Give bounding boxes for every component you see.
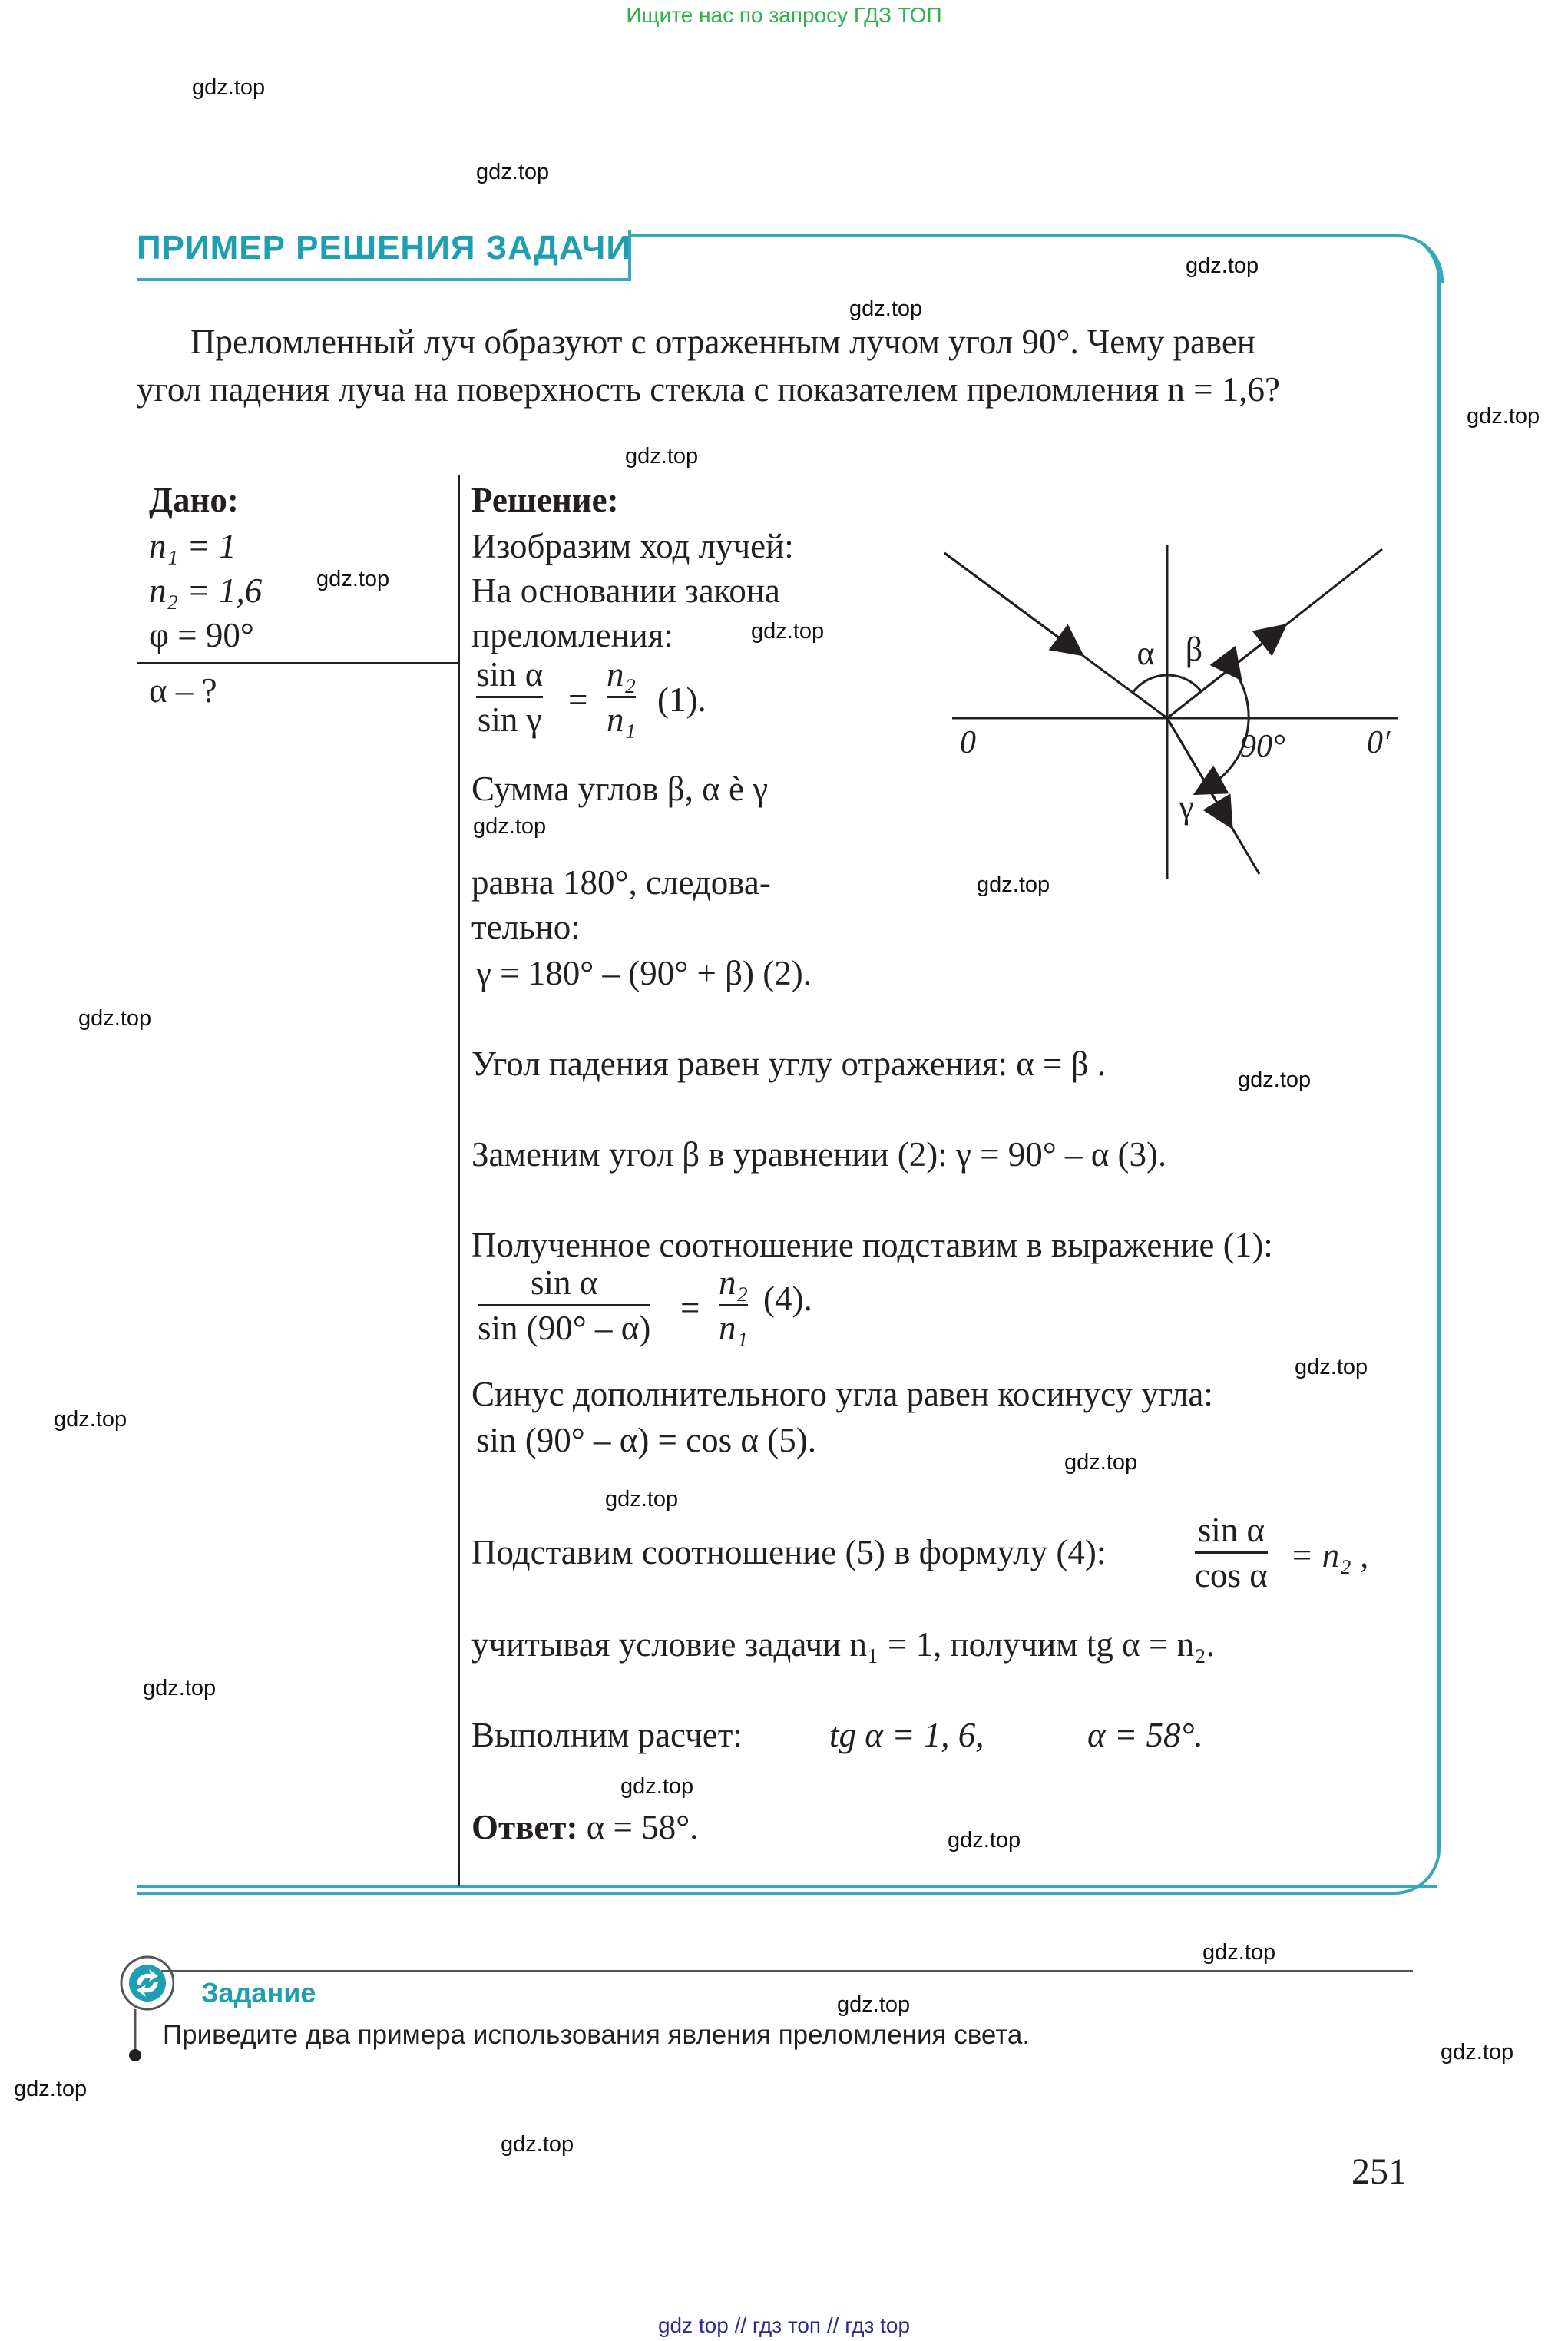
- watermark: gdz.top: [837, 1992, 911, 2017]
- problem-line-2: угол падения луча на поверхность стекла с показателем преломления n = 1,6?: [137, 370, 1281, 409]
- solution-step: На основании закона: [471, 571, 780, 610]
- watermark: gdz.top: [977, 872, 1050, 897]
- equals-sign: =: [680, 1289, 700, 1327]
- right-point-label: 0′: [1367, 725, 1391, 760]
- fraction-denominator: sin γ: [477, 700, 542, 739]
- watermark: gdz.top: [1467, 404, 1540, 429]
- watermark: gdz.top: [476, 160, 550, 184]
- task-title: Задание: [201, 1977, 316, 2008]
- fraction-tan: [1195, 1510, 1268, 1595]
- alpha-label: α: [1136, 634, 1155, 672]
- ray-diagram: [937, 530, 1413, 891]
- problem-line-1: Преломленный луч образуют с отраженным лучом угол 90°. Чему равен: [190, 323, 1255, 361]
- answer: [471, 1806, 698, 1848]
- given-heading: Дано:: [149, 481, 239, 519]
- watermark: gdz.top: [1202, 1940, 1276, 1965]
- solution-step: Угол падения равен углу отражения: α = β .: [471, 1045, 1107, 1083]
- answer-value: α = 58°.: [577, 1808, 699, 1846]
- watermark: gdz.top: [620, 1774, 694, 1799]
- fraction-bar: [607, 696, 636, 698]
- alpha-arc: [1133, 675, 1167, 693]
- fraction-numerator: sin α: [476, 655, 544, 694]
- section-title: ПРИМЕР РЕШЕНИЯ ЗАДАЧИ: [137, 229, 631, 267]
- solution-step: тельно:: [471, 908, 581, 946]
- watermark: gdz.top: [143, 1676, 217, 1700]
- bottom-banner: gdz top // гдз топ // гдз top: [657, 2313, 911, 2337]
- beta-label: β: [1185, 631, 1203, 668]
- frame-bottom-line: [137, 1885, 1437, 1888]
- fraction-denominator: n₁: [719, 1309, 749, 1347]
- watermark: gdz.top: [14, 2077, 88, 2101]
- watermark: gdz.top: [316, 567, 390, 591]
- gamma-label: γ: [1179, 788, 1194, 826]
- watermark: gdz.top: [751, 619, 825, 644]
- fraction-sin-ratio: [476, 654, 543, 740]
- refracted-arrow: [1167, 718, 1225, 816]
- watermark: gdz.top: [1238, 1068, 1312, 1092]
- watermark: gdz.top: [54, 1407, 127, 1432]
- fraction-denominator: sin (90° – α): [478, 1309, 651, 1347]
- watermark: gdz.top: [625, 444, 699, 469]
- beta-arc: [1167, 675, 1202, 692]
- reflected-arrow: [1167, 634, 1275, 718]
- watermark: gdz.top: [1441, 2040, 1514, 2065]
- angle-90-label: 90°: [1240, 729, 1285, 764]
- equation-2: γ = 180° – (90° + β) (2).: [476, 954, 812, 992]
- watermark: gdz.top: [1064, 1450, 1138, 1475]
- calc-result: α = 58°.: [1087, 1716, 1203, 1754]
- left-point-label: 0: [960, 725, 976, 760]
- fraction-denominator: cos α: [1195, 1556, 1268, 1594]
- incident-arrow: [944, 553, 1071, 647]
- solution-step: Заменим угол β в уравнении (2): γ = 90° – α (3).: [471, 1135, 1167, 1174]
- watermark: gdz.top: [192, 75, 266, 100]
- solution-step: Изобразим ход лучей:: [471, 527, 794, 565]
- top-banner: Ищите нас по запросу ГДЗ ТОП: [626, 3, 942, 27]
- solution-step: Сумма углов β, α è γ: [471, 770, 769, 808]
- fraction-bar: [478, 1304, 650, 1306]
- solution-step: Полученное соотношение подставим в выражение (1):: [471, 1226, 1273, 1264]
- equation-tag: (4).: [763, 1280, 812, 1318]
- fraction-rhs: = n₂ ,: [1290, 1536, 1369, 1574]
- task-rule: [161, 1970, 1413, 1972]
- watermark: gdz.top: [473, 814, 547, 839]
- fraction-numerator: n₂: [607, 655, 637, 694]
- solution-step: равна 180°, следова-: [471, 863, 771, 902]
- fraction-bar: [1195, 1551, 1268, 1554]
- equals-sign: =: [568, 680, 588, 719]
- given-n1: n₁ = 1: [149, 527, 237, 565]
- given-phi: φ = 90°: [149, 616, 254, 654]
- fraction-bar: [719, 1304, 748, 1306]
- watermark: gdz.top: [501, 2132, 574, 2157]
- watermark: gdz.top: [605, 1487, 679, 1512]
- table-divider: [458, 475, 460, 1886]
- solution-step: Синус дополнительного угла равен косинусу угла:: [471, 1375, 1213, 1413]
- fraction-numerator: n₂: [719, 1263, 749, 1302]
- page-number: 251: [1351, 2151, 1407, 2192]
- watermark: gdz.top: [78, 1006, 152, 1031]
- fraction-denominator: n₁: [607, 700, 637, 739]
- watermark: gdz.top: [849, 296, 923, 321]
- given-divider: [137, 662, 459, 664]
- fraction-numerator: sin α: [1197, 1511, 1265, 1549]
- fraction-n-ratio: [607, 654, 636, 740]
- solution-step: преломления:: [471, 616, 673, 654]
- equation-tag: (1).: [657, 680, 706, 719]
- calc-tan: tg α = 1, 6,: [829, 1716, 984, 1754]
- solution-step: Подставим соотношение (5) в формулу (4):: [471, 1533, 1107, 1571]
- solution-step: учитывая условие задачи n₁ = 1, получим tg α = n₂.: [471, 1625, 1216, 1664]
- calc-label: Выполним расчет:: [471, 1716, 743, 1754]
- given-find: α – ?: [149, 671, 217, 710]
- fraction-bar: [476, 696, 543, 698]
- watermark: gdz.top: [948, 1828, 1021, 1853]
- watermark: gdz.top: [1186, 253, 1259, 278]
- watermark: gdz.top: [1295, 1355, 1368, 1379]
- equation-5: sin (90° – α) = cos α (5).: [476, 1421, 816, 1459]
- answer-label: Ответ:: [471, 1808, 578, 1846]
- task-text: Приведите два примера использования явления преломления света.: [163, 2020, 1030, 2050]
- given-n2: n₂ = 1,6: [149, 571, 263, 610]
- fraction-n-ratio: [719, 1263, 748, 1348]
- fraction-sin-complement: [478, 1263, 650, 1348]
- fraction-numerator: sin α: [530, 1263, 598, 1302]
- solution-heading: Решение:: [471, 481, 619, 519]
- right-angle-arc: [1207, 668, 1249, 787]
